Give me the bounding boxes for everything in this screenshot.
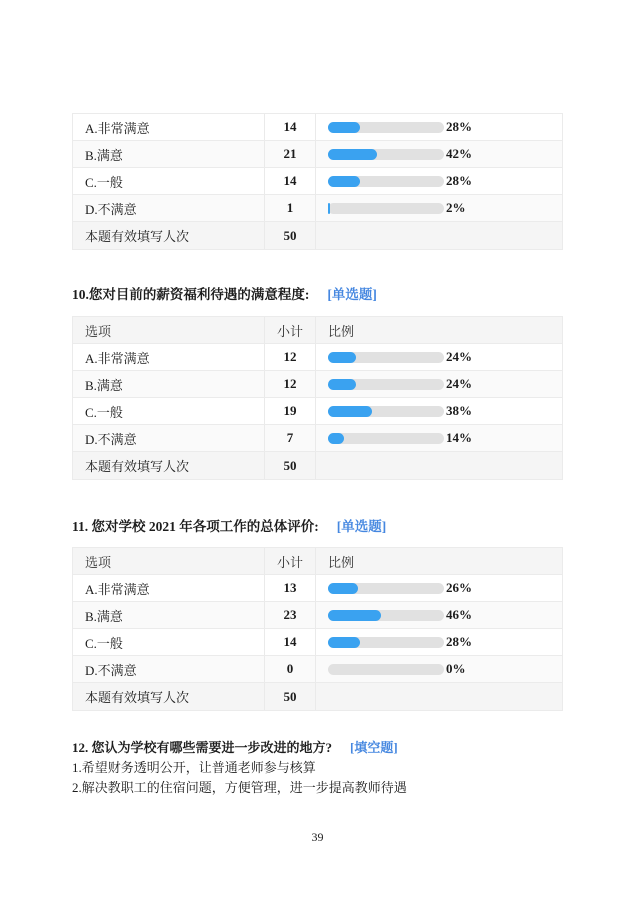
- total-count-cell: 50: [265, 222, 316, 249]
- count-cell: 13: [265, 575, 316, 601]
- table-total-row: [73, 222, 562, 249]
- table-row: [73, 575, 562, 602]
- ratio-cell: [316, 371, 562, 397]
- percent-label: 46%: [446, 607, 472, 622]
- percent-label: 38%: [446, 403, 472, 418]
- ratio-cell: [316, 168, 562, 194]
- count-cell: 14: [265, 168, 316, 194]
- option-cell: B.满意: [73, 141, 265, 167]
- percent-bar-fill: [328, 203, 330, 214]
- header-count: 小计: [265, 548, 316, 574]
- percent-label: 28%: [446, 119, 472, 134]
- question-text: 10.您对目前的薪资福利待遇的满意程度:: [72, 287, 310, 302]
- table-header-row: [73, 548, 562, 575]
- ratio-cell: [316, 344, 562, 370]
- question-text: 11. 您对学校 2021 年各项工作的总体评价:: [72, 519, 319, 534]
- percent-bar-track: [328, 610, 444, 621]
- option-cell: C.一般: [73, 629, 265, 655]
- option-cell: D.不满意: [73, 425, 265, 451]
- percent-label: 24%: [446, 349, 472, 364]
- answer-line: 1.希望财务透明公开，让普通老师参与核算: [72, 760, 316, 775]
- percent-label: 28%: [446, 173, 472, 188]
- count-cell: 1: [265, 195, 316, 221]
- percent-bar-track: [328, 176, 444, 187]
- percent-bar-track: [328, 433, 444, 444]
- q11-results-table: [72, 547, 563, 711]
- count-cell: 0: [265, 656, 316, 682]
- percent-bar-fill: [328, 637, 360, 648]
- percent-label: 42%: [446, 146, 472, 161]
- question-type-tag: [填空题]: [350, 740, 398, 755]
- percent-label: 2%: [446, 200, 466, 215]
- ratio-cell: [316, 602, 562, 628]
- empty-cell: [316, 452, 562, 479]
- percent-bar-track: [328, 149, 444, 160]
- header-option: 选项: [73, 317, 265, 343]
- table-row: [73, 168, 562, 195]
- count-cell: 23: [265, 602, 316, 628]
- option-cell: C.一般: [73, 398, 265, 424]
- count-cell: 12: [265, 371, 316, 397]
- table-row: [73, 344, 562, 371]
- ratio-cell: [316, 141, 562, 167]
- table-row: [73, 425, 562, 452]
- count-cell: 19: [265, 398, 316, 424]
- percent-bar-fill: [328, 149, 377, 160]
- percent-bar-fill: [328, 122, 360, 133]
- table-total-row: [73, 683, 562, 710]
- total-label-cell: 本题有效填写人次: [73, 683, 265, 710]
- option-cell: D.不满意: [73, 195, 265, 221]
- table-row: [73, 141, 562, 168]
- percent-bar-fill: [328, 379, 356, 390]
- option-cell: A.非常满意: [73, 575, 265, 601]
- percent-label: 0%: [446, 661, 466, 676]
- header-option: 选项: [73, 548, 265, 574]
- percent-bar-fill: [328, 176, 360, 187]
- percent-bar-fill: [328, 433, 344, 444]
- table-row: [73, 629, 562, 656]
- question-12-title: [72, 738, 407, 758]
- percent-label: 28%: [446, 634, 472, 649]
- percent-bar-track: [328, 352, 444, 363]
- percent-bar-fill: [328, 583, 358, 594]
- table-row: [73, 371, 562, 398]
- table-row: [73, 656, 562, 683]
- option-cell: C.一般: [73, 168, 265, 194]
- count-cell: 12: [265, 344, 316, 370]
- question-10-title: [72, 283, 377, 303]
- percent-label: 26%: [446, 580, 472, 595]
- table-row: [73, 398, 562, 425]
- ratio-cell: [316, 425, 562, 451]
- percent-bar-track: [328, 637, 444, 648]
- question-12-block: [72, 738, 407, 798]
- count-cell: 21: [265, 141, 316, 167]
- option-cell: B.满意: [73, 602, 265, 628]
- total-count-cell: 50: [265, 452, 316, 479]
- percent-bar-fill: [328, 352, 356, 363]
- option-cell: A.非常满意: [73, 344, 265, 370]
- total-label-cell: 本题有效填写人次: [73, 452, 265, 479]
- question-11-title: [72, 515, 386, 535]
- option-cell: A.非常满意: [73, 114, 265, 140]
- ratio-cell: [316, 114, 562, 140]
- table-row: [73, 195, 562, 222]
- ratio-cell: [316, 629, 562, 655]
- table-header-row: [73, 317, 562, 344]
- total-count-cell: 50: [265, 683, 316, 710]
- ratio-cell: [316, 195, 562, 221]
- percent-bar-fill: [328, 610, 381, 621]
- count-cell: 14: [265, 629, 316, 655]
- empty-cell: [316, 683, 562, 710]
- option-cell: D.不满意: [73, 656, 265, 682]
- ratio-cell: [316, 656, 562, 682]
- header-count: 小计: [265, 317, 316, 343]
- count-cell: 7: [265, 425, 316, 451]
- percent-bar-track: [328, 203, 444, 214]
- percent-label: 14%: [446, 430, 472, 445]
- question-text: 12. 您认为学校有哪些需要进一步改进的地方?: [72, 740, 333, 755]
- question-type-tag: [单选题]: [327, 287, 377, 302]
- count-cell: 14: [265, 114, 316, 140]
- table-row: [73, 114, 562, 141]
- header-ratio: 比例: [328, 554, 355, 570]
- empty-cell: [316, 222, 562, 249]
- header-ratio: 比例: [328, 323, 355, 339]
- page-number: 39: [311, 830, 324, 844]
- percent-bar-track: [328, 664, 444, 675]
- table-total-row: [73, 452, 562, 479]
- total-label-cell: 本题有效填写人次: [73, 222, 265, 249]
- answer-line: 2.解决教职工的住宿问题，方便管理，进一步提高教师待遇: [72, 780, 407, 795]
- percent-bar-track: [328, 379, 444, 390]
- option-cell: B.满意: [73, 371, 265, 397]
- percent-bar-track: [328, 122, 444, 133]
- q10-results-table: [72, 316, 563, 480]
- table-row: [73, 602, 562, 629]
- question-type-tag: [单选题]: [336, 519, 387, 534]
- percent-bar-fill: [328, 406, 372, 417]
- ratio-cell: [316, 575, 562, 601]
- q9-results-table: [72, 113, 563, 250]
- percent-bar-track: [328, 406, 444, 417]
- ratio-cell: [316, 398, 562, 424]
- percent-label: 24%: [446, 376, 472, 391]
- percent-bar-track: [328, 583, 444, 594]
